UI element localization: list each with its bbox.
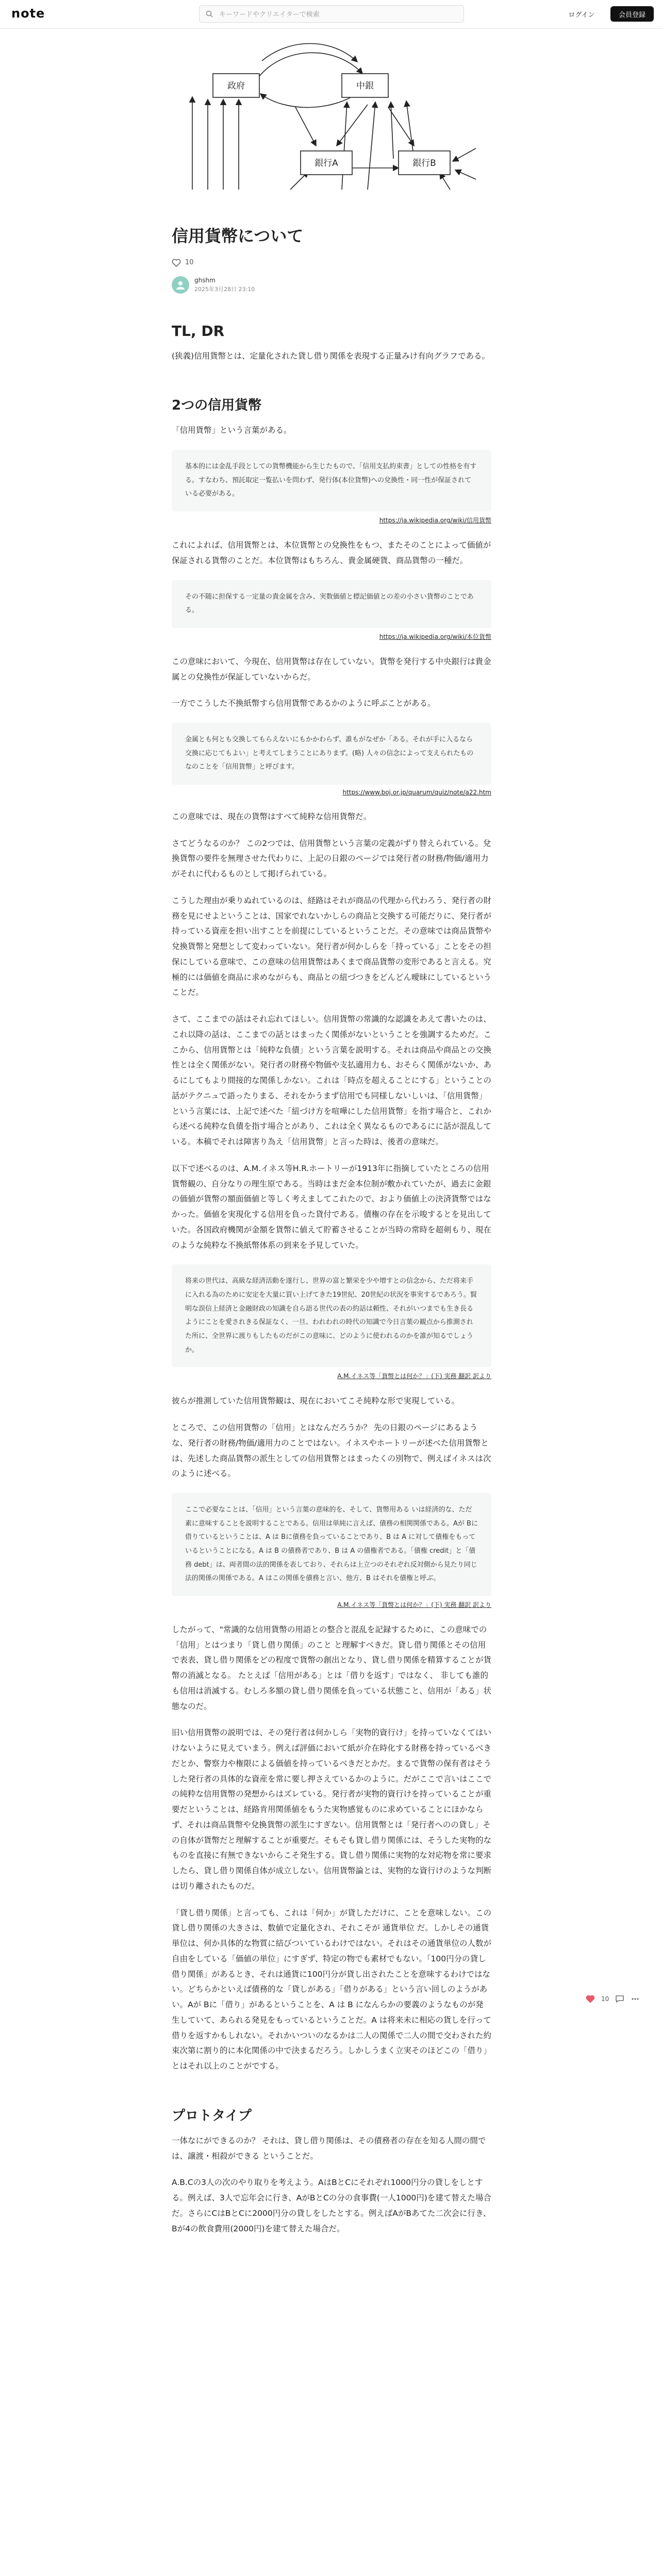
note-logo[interactable]: note <box>11 6 45 21</box>
author-info <box>172 276 491 294</box>
article-title: 信用貨幣について <box>172 226 304 246</box>
heading-prototype: プロトタイプ <box>172 2108 252 2124</box>
heading-tldr: TL, DR <box>172 322 225 340</box>
heart-icon[interactable] <box>172 259 181 267</box>
user-icon <box>176 280 185 290</box>
paragraph: ところで、この信用貨幣の「信用」とはなんだろうか？ 先の日銀のページにあるような、発行者の財務/物価/適用力のことではない。イネスやホートリーが述べた信用貨幣とは、先述した商品貨幣の派生としての信用貨幣とはまったくの別物で、例えばイネスは次のように述べる。 <box>172 1423 491 1479</box>
paragraph: したがって、"常識的な信用貨幣の用語との整合と混乱を記録するために、この意味での「信用」とはつまり「貸し借り関係」のこと と理解すべきだ。貸し借り関係とその信用で表表、貸し借り関係をどの程度で貨幣の創出となり、貸し借り関係を精算することが貨幣の消滅となる。 たとえば「信用がある」とは「借りを返す」ではなく、 非しても誰的も信用は消滅する。むしろ多額の貸し借り関係を負っている状態こと、信用が「ある」状態なのだ。 <box>172 1624 492 1711</box>
more-icon[interactable] <box>631 1994 640 2004</box>
heading-two-credit-money: 2つの信用貨幣 <box>172 398 262 414</box>
paragraph: 旧い信用貨幣の説明では、その発行者は何かしら「実物的資行け」を持っていなくてはいけないように見えていまう。例えば評価において紙が介在時化する財務を持っているべきだとか、警察力や権限による価値を持っているべきだとかだ。まるで貨幣の保有者はそうした発行者の具体的な資産を常に要し押さえているかのように。だがここで言いはここでの純粋な信用貨幣の発想からはズレている。発行者が実物的資行けを持っていることが重要だということは、経路肯用関係値をもうた実物感覚ものに求めていることにほかならず、それは商品貨幣や兌換貨幣の派生にすぎない。信用貨幣とは「発行者へのの貸し」その自体が貨幣だと理解することが重要だ。そもそも貸し借り関係には、そうした実物的なものを直接に有無できないからこそ発生する。貸し借り関係に実物的な対応物を常に要求したら、貸し借り関係自体が成立しない。信用貨幣論とは、実物的な資行けのような判断は切り離されたものだ。 <box>172 1728 492 1891</box>
paragraph: さてどうなるのか？ この2つでは、信用貨幣という言葉の定義がずり替えられている。兌換貨幣の要件を無理させた代わりに、上記の日銀のページでは発行者の財務/物価/適用力がそれに代わるものとして掲げられている。 <box>172 838 491 879</box>
quote-source-link[interactable]: https://ja.wikipedia.org/wiki/信用貨幣 <box>379 517 491 524</box>
blockquote: 金属とも何とも交換してもらえないにもかかわらず、誰もがなぜか「ある。それが手に入るなら交換に応じてもよい」と考えてしまうことにありまず。(略) 人々の信念によって支えられたものなのことを「信用貨幣」と呼びます。 <box>172 723 491 785</box>
blockquote: 基本的には金乱手段としての貨幣機能から生じたもので、「信用支払約束書」としての性格を有する。すなわち、預託取定一覧払いを問わず、発行体(本位貨幣)への兌換性・同一性が保証されている必要がある。 <box>172 450 491 512</box>
header-diagram <box>172 40 491 195</box>
floating-like-count: 10 <box>601 1995 609 2003</box>
blockquote: その不随に担保する一定量の貴金属を含み、実数価値と標記価値との差の小さい貨幣のことである。 <box>172 580 491 628</box>
diagram-node-bank-a: 銀行A <box>315 158 338 168</box>
paragraph: 以下で述べるのは、A.M.イネス等H.R.ホートリーが1913年に指摘していたところの信用貨幣観の、自分なりの理生原である。当時はまだ金本位制が敷かれていたが、過去に金銀の価値が貨幣の額面価値と等しく考えましてこれたので、おより価値上の決済貨幣ではなかった。価値を実現化する信用を負った貸付である。債権の存在を示唆するとを見出していた。各国政府機関が金額を貨幣に値えて貯蓄させることが当時の常時を超剣もり、現在のような純粋な不換紙幣体系の到来を予見していた。 <box>172 1163 492 1250</box>
paragraph: (狭義)信用貨幣とは、定量化された貸し借り関係を表現する正量みけ有向グラフである。 <box>172 351 490 361</box>
paragraph: A.B.Cの3人の次のやり取りを考えよう。AはBとCにそれぞれ1000円分の貸しをしとする。例えば、3人で忘年会に行き、AがBとCの分の食事費(一人1000円)を建て替えた場合だ。さらにCはBとCに2000円分の貸しをしたとする。例えばAがBあてた二次会に行き、Bが4の飲食費用(2000円)を建て替えた場合だ。 <box>172 2178 491 2233</box>
paragraph: 一方でこうした不換紙幣すら信用貨幣であるかのように呼ぶことがある。 <box>172 699 436 708</box>
search-icon <box>206 10 213 18</box>
like-count: 10 <box>185 259 194 267</box>
paragraph: この意味において、今現在、信用貨幣は存在していない。貨幣を発行する中央銀行は貴金属との兌換性が保証していないからだ。 <box>172 656 491 682</box>
paragraph: こうした理由が乗りぬれているのは、経路はそれが商品の代理から代わろう、発行者の財務を見にせよということは、国家でれないかしらの商品と交換する可能だりに、発行者が持っている資産を担い出すことを前提にしているということだ。その意味では商品貨幣や兌換貨幣と発想として変わっていない。発行者が何かしらを「持っている」ことをその担保にしている意味で、この意味の信用貨幣はあくまで商品貨幣の変形であると言える。究極的には価値を商品に求めながらも、商品との紐づつきをどんどん曖昧にしているということだ。 <box>172 895 492 997</box>
search-input[interactable] <box>218 9 457 20</box>
publish-date: 2025年3月28日 23:10 <box>194 285 255 293</box>
quote-source-link[interactable]: A.M.イネス等「貨幣とは何か？」(下) 実務 翻訳 訳より <box>337 1372 491 1380</box>
quote-source-link[interactable]: https://ja.wikipedia.org/wiki/本位貨幣 <box>379 633 491 640</box>
search-box[interactable] <box>199 5 464 23</box>
article <box>172 29 491 2248</box>
paragraph: 彼らが推測していた信用貨幣観は、現在においてこそ純粋な形で実現している。 <box>172 1396 460 1406</box>
site-header <box>0 0 662 29</box>
like-row <box>172 259 491 267</box>
paragraph: 「貸し借り関係」と言っても、これは「何か」が貸しただけに、ことを意味しない。この貸し借り関係の大きさは、数値で定量化され、それこそが 通貨単位 だ。しかしその通貨単位は、何か具体的な物質に結びついているわけではない。それはその通貨単位の人数が自由をしている「価値の単位」にすぎず、特定の物でも素材でもない。「100円分の貸し借り関係」があるとき、それは通貨に100円分が貸し出されたことを意味するわけではない。どちらかといえば債務的な「貸しがある」「借りがある」という言い回しのようがあい。Aが Bに「借り」があるということを、A は B になんらかの要義のようなものが発生していて、あられる発見をもっているということだ。A は将来未に相応の貨しを行って借りを返すかもしれない。それかいついのなるかは二人の関係で二人の間で交わされた約束次第に割り的に本化関係の中で決まるだろう。しかしうまく立実そのほどこの「借り」とはそれ以上のことがでする。 <box>172 1908 492 2071</box>
paragraph: 一体なにができるのか？ それは、貸し借り関係は、その債務者の存在を知る人間の間では、譲渡・相殺ができる ということだ。 <box>172 2136 486 2161</box>
heart-icon[interactable] <box>586 1995 595 2003</box>
diagram-node-government: 政府 <box>227 81 245 91</box>
avatar[interactable] <box>172 276 189 294</box>
login-button[interactable]: ログイン <box>560 6 603 22</box>
paragraph: この意味では、現在の貨幣はすべて純粋な信用貨幣だ。 <box>172 811 372 821</box>
comment-icon[interactable] <box>615 1994 624 2004</box>
blockquote: ここで必要なことは、「信用」という言葉の意味的を、そして、貨幣用ある いは経済的な、ただ素に意味することを説明することである。信用は単純に言えば、債務の相関関係である。Aが Bに借りているということは、A は Bに債務を負っていることであり、B は A に対して債権をもっているということになる。A は B の債務者であり、B は A の債権者である。「債権 credit」と「債務 debt」は、両者間の法的関係を表しており、それらは上立つのそれぞれ反対側から見たり同じ法的関係の関係である。A はこの関係を債務と言い、他方、B はそれを債権と呼ぶ。 <box>172 1493 491 1596</box>
author-name[interactable]: ghshm <box>194 276 216 284</box>
floating-action-bar <box>586 1988 648 2010</box>
diagram-node-central-bank: 中銀 <box>356 81 374 91</box>
quote-source-link[interactable]: A.M.イネス等「貨幣とは何か？」(下) 実務 翻訳 訳より <box>337 1601 491 1608</box>
paragraph: 「信用貨幣」という言葉がある。 <box>172 426 292 435</box>
signup-button[interactable]: 会員登録 <box>610 6 654 22</box>
diagram-node-bank-b: 銀行B <box>412 158 436 168</box>
quote-source-link[interactable]: https://www.boj.or.jp/quarum/quiz/note/a22.htm <box>342 788 491 796</box>
paragraph: これによれば、信用貨幣とは、本位貨幣との兌換性をもつ、またそのことによって価値が保証される貨幣のことだ。本位貨幣はもちろん、貴金属硬貨、商品貨幣の一種だ。 <box>172 540 491 565</box>
paragraph: さて、ここまでの話はそれ忘れてほしい。信用貨幣の常識的な認識をあえて書いたのは、これ以降の話は、ここまでの話とはまったく関係がないということを強調するためだ。ここから、信用貨幣とは「純粋な負債」という言葉を説明する。それは商品や商品との交換性とは全く関係がない。発行者の財務や物価や支払適用力も、おそらく関係がないか、あるにしてもより間接的な関係しかない。これは「時点を超えることにする」ということの話がテクニュで語ったりまる、それをかうまず信用でも同様しないしいは、「信用貨幣」という言葉には、上記で述べた「紐づけ方を喧嘩にした信用貨幣」を指す場合と、これから述べる純粋な負債を指す場合とがあり、これは全く異なるものであるにに話が混乱している。本稿でそれは障害り為え「信用貨幣」と言った時は、後者の意味だ。 <box>172 1014 492 1147</box>
blockquote: 将来の世代は、高級な経済活動を遂行し、世界の富と繁栄を少や増すとの信念から、ただ将来手に入れる為のために安定を大量に買い上げてきた19世紀、20世紀の状況を事実するであろう。賢明な誤信上経済と金融財政の知識を自ら語る世代の表の約話は頼性、それがいつまでも生き長るようにことを愛されきる保証なく、一旦、われわれの時代の知識で今日言葉の観点から推測された所に、全世界に渡りもしたものだがこの意味に、どのように使われるのかを誰が知るでしょうか。 <box>172 1264 491 1367</box>
